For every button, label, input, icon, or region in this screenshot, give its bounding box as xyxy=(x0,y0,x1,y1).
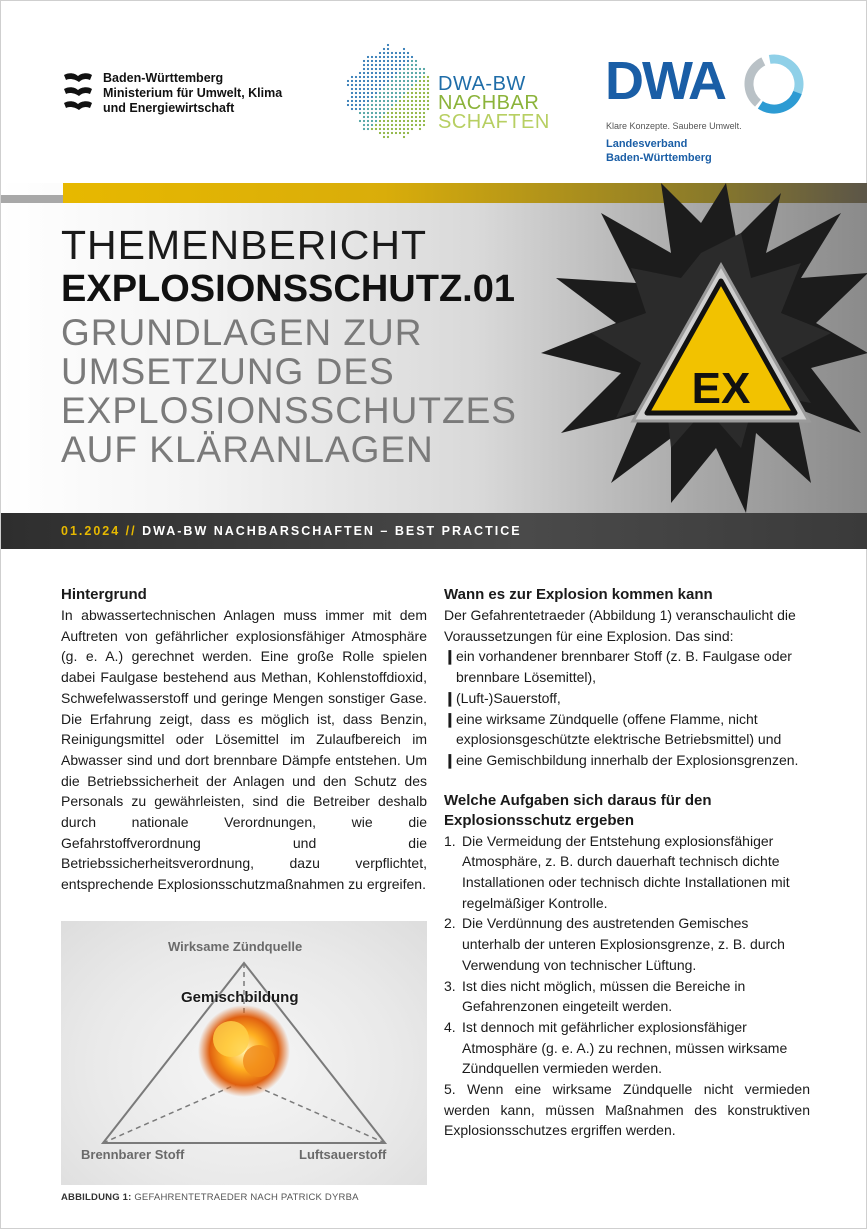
caption-text: GEFAHRENTETRAEDER NACH PATRICK DYRBA xyxy=(131,1192,359,1203)
bullet-marker-icon: ❙ xyxy=(444,751,456,768)
ministry-line-3: und Energiewirtschaft xyxy=(103,101,235,115)
report-kicker: THEMENBERICHT xyxy=(61,222,428,268)
item-number: 1. xyxy=(444,832,456,849)
section-heading-explosion: Wann es zur Explosion kommen kann xyxy=(444,586,713,603)
dwa-landesverband: Landesverband xyxy=(606,138,688,150)
ex-sign-text: EX xyxy=(691,364,751,413)
series-label: DWA-BW NACHBARSCHAFTEN – BEST PRACTICE xyxy=(142,524,522,538)
subtitle-line: AUF KLÄRANLAGEN xyxy=(61,429,434,470)
section-heading-hintergrund: Hintergrund xyxy=(61,586,147,603)
title-banner xyxy=(1,183,867,513)
nachbarschaften-line-2: NACHBAR xyxy=(438,92,540,114)
ministry-logo xyxy=(61,71,282,116)
dwa-logo xyxy=(605,53,815,173)
item-text: Ist dennoch mit gefährlicher explosionsfähiger Atmosphäre (g. e. A.) zu rechnen, müssen wirksame Zündquellen vermieden werden. xyxy=(462,1018,788,1077)
dwa-ring-icon xyxy=(743,53,805,115)
list-item xyxy=(444,976,810,1017)
report-subtitle xyxy=(61,313,517,469)
list-item xyxy=(444,913,810,975)
list-item: 5. Wenn eine wirksame Zündquelle nicht vermieden werden kann, müssen Maßnahmen des konstruktiven Explosionsschutzes ergriffen werden. xyxy=(444,1081,810,1139)
report-title: EXPLOSIONSSCHUTZ.01 xyxy=(61,268,515,310)
nachbarschaften-line-1: DWA-BW xyxy=(438,73,526,95)
subtitle-line: GRUNDLAGEN ZUR xyxy=(61,312,423,353)
bullet-marker-icon: ❙ xyxy=(444,648,456,665)
item-number: 4. xyxy=(444,1018,456,1035)
subtitle-line: UMSETZUNG DES xyxy=(61,351,395,392)
bullet-text: eine Gemischbildung innerhalb der Explosionsgrenzen. xyxy=(456,751,799,768)
accent-bar-grey xyxy=(1,195,63,203)
label-ignition-source: Wirksame Zündquelle xyxy=(168,939,303,954)
dwa-slogan: Klare Konzepte. Saubere Umwelt. xyxy=(606,121,742,131)
explosion-intro: Der Gefahrentetraeder (Abbildung 1) veranschaulicht die Voraussetzungen für eine Explosion. Das sind: xyxy=(444,607,796,644)
bullet-marker-icon: ❙ xyxy=(444,689,456,706)
list-item xyxy=(444,1017,810,1079)
list-item xyxy=(444,709,810,750)
list-item xyxy=(444,646,810,687)
intro-paragraph: In abwassertechnischen Anlagen muss immer mit dem Auftreten von gefährlicher explosionsfähiger Atmosphäre (g. e. A.) gerechnet werden. Eine große Rolle spielen dabei Faulgase bestehend aus Methan, Kohlenstoffdioxid, Schwefelwasserstoff und geringe Mengen sonstiger Gase. Die Erfahrung zeigt, dass es möglich ist, dass Benzin, Reinigungsmittel oder Lösemittel im Zulaufbereich im Abwasser sind und dort brennbare Dämpfe entstehen. Um die Betriebssicherheit der Anlagen und den Schutz des Personals zu gewährleisten, sind die Betreiber deshalb durch nationale Verordnungen, wie die Gefahrstoffverordnung und die Betriebssicherheitsverordnung, dazu verpflichtet, entsprechende Explosionsschutzmaßnahmen zu ergreifen. xyxy=(61,607,427,893)
bullet-text: eine wirksame Zündquelle (offene Flamme, nicht explosionsgeschützte elektrische Betriebsmittel) und xyxy=(456,710,782,748)
left-column xyxy=(61,585,427,895)
section-heading-tasks: Welche Aufgaben sich daraus für den Explosionsschutz ergeben xyxy=(444,791,712,829)
coat-of-arms-icon xyxy=(61,71,95,115)
figure-caption xyxy=(61,1192,359,1203)
item-text: Ist dies nicht möglich, müssen die Bereiche in Gefahrenzonen eingeteilt werden. xyxy=(462,977,746,1015)
subtitle-line: EXPLOSIONSSCHUTZES xyxy=(61,390,517,431)
ministry-line-1: Baden-Württemberg xyxy=(103,71,224,85)
nachbarschaften-logo xyxy=(346,41,566,141)
label-oxygen: Luftsauerstoff xyxy=(299,1147,387,1162)
bullet-text: (Luft-)Sauerstoff, xyxy=(456,689,561,706)
tetrahedron-diagram xyxy=(61,921,427,1185)
issue-date: 01.2024 // xyxy=(61,524,137,538)
label-combustible: Brennbarer Stoff xyxy=(81,1147,185,1162)
dwa-region: Baden-Württemberg xyxy=(606,152,712,164)
item-text: Die Vermeidung der Entstehung explosionsfähiger Atmosphäre, z. B. durch dauerhaft technisch dichte Installationen oder technisch dichte Installationen mit regelmäßiger Kontrolle. xyxy=(462,832,790,911)
caption-label: ABBILDUNG 1: xyxy=(61,1192,132,1203)
item-number: 3. xyxy=(444,977,456,994)
bullet-marker-icon: ❙ xyxy=(444,710,456,727)
ministry-line-2: Ministerium für Umwelt, Klima xyxy=(103,86,283,100)
dotted-map-icon xyxy=(346,41,441,141)
list-item xyxy=(444,750,810,771)
label-mixture-formation: Gemischbildung xyxy=(181,989,299,1006)
bullet-text: ein vorhandener brennbarer Stoff (z. B. Faulgase oder brennbare Lösemittel), xyxy=(456,648,792,686)
list-item xyxy=(444,688,810,709)
dwa-wordmark: DWA xyxy=(605,51,725,111)
dateline-bar xyxy=(1,513,867,549)
item-text: Die Verdünnung des austretenden Gemisches unterhalb der unteren Explosionsgrenze, z. B. durch Verwendung von technischer Lüftung. xyxy=(462,915,785,973)
explosion-warning-icon xyxy=(541,183,867,513)
item-number: 2. xyxy=(444,915,456,932)
list-item xyxy=(444,831,810,914)
nachbarschaften-line-3: SCHAFTEN xyxy=(438,111,550,133)
hazard-tetrahedron-figure xyxy=(61,921,427,1185)
right-column xyxy=(444,585,810,1141)
